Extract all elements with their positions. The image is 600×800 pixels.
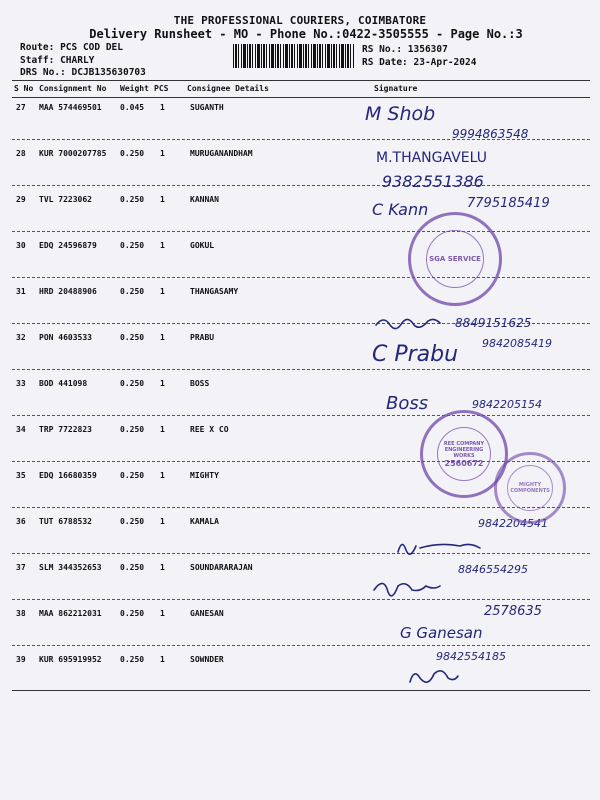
cell-pcs: 1 (160, 563, 165, 572)
cell-consignment: EDQ 16680359 (39, 471, 97, 480)
col-sno: S No (14, 84, 34, 93)
cell-weight: 0.250 (120, 241, 145, 250)
cell-pcs: 1 (160, 655, 165, 664)
stamp-mighty (494, 452, 566, 524)
phone-27: 9994863548 (452, 127, 529, 141)
cell-sno: 38 (16, 609, 26, 618)
cell-consignment: SLM 344352653 (39, 563, 102, 572)
signature-33: Boss (386, 393, 429, 414)
signature-28: M.THANGAVELU (376, 150, 487, 166)
phone-38: 2578635 (484, 604, 542, 619)
cell-pcs: 1 (160, 149, 165, 158)
runsheet-subtitle: Delivery Runsheet - MO - Phone No.:0422-3505555 - Page No.:3 (89, 27, 523, 41)
cell-pcs: 1 (160, 195, 165, 204)
stamp-ree-outer: REE COMPANY ENGINEERING WORKS (443, 440, 485, 459)
col-signature: Signature (374, 84, 418, 93)
scribble-39 (410, 671, 458, 682)
cell-consignee: PRABU (190, 333, 215, 342)
cell-sno: 31 (16, 287, 26, 296)
col-weight: Weight (120, 84, 149, 93)
cell-weight: 0.250 (120, 471, 145, 480)
cell-weight: 0.250 (120, 425, 145, 434)
stamp-ree-inner: 2560672 (444, 458, 484, 468)
cell-weight: 0.250 (120, 195, 145, 204)
cell-consignee: THANGASAMY (190, 287, 239, 296)
phone-31: 8849151625 (455, 316, 532, 330)
phone-37: 8846554295 (458, 563, 528, 576)
route-label: Route: (20, 42, 55, 53)
cell-pcs: 1 (160, 379, 165, 388)
cell-consignee: SOUNDARARAJAN (190, 563, 253, 572)
signature-38: G Ganesan (400, 624, 483, 642)
cell-sno: 37 (16, 563, 26, 572)
cell-pcs: 1 (160, 517, 165, 526)
cell-consignment: TRP 7722823 (39, 425, 92, 434)
cell-pcs: 1 (160, 425, 165, 434)
cell-weight: 0.250 (120, 655, 145, 664)
rs-no-value: 1356307 (407, 44, 448, 55)
cell-consignment: TVL 7223062 (39, 195, 92, 204)
cell-consignee: KAMALA (190, 517, 219, 526)
cell-consignee: KANNAN (190, 195, 219, 204)
cell-consignment: KUR 7000207785 (39, 149, 107, 158)
rs-no-label: RS No.: (362, 44, 403, 55)
cell-consignee: GOKUL (190, 241, 215, 250)
col-pcs: PCS (154, 84, 169, 93)
cell-consignment: MAA 862212031 (39, 609, 102, 618)
phone-28: 9382551386 (382, 172, 484, 191)
route-value: PCS COD DEL (60, 42, 123, 53)
signature-32: C Prabu (372, 342, 459, 367)
scribble-37 (374, 583, 440, 595)
cell-pcs: 1 (160, 103, 165, 112)
cell-weight: 0.045 (120, 103, 145, 112)
scribble-36 (398, 544, 480, 554)
cell-consignee: BOSS (190, 379, 210, 388)
cell-sno: 35 (16, 471, 26, 480)
cell-sno: 27 (16, 103, 26, 112)
cell-weight: 0.250 (120, 563, 145, 572)
rs-date-value: 23-Apr-2024 (413, 56, 477, 68)
cell-sno: 32 (16, 333, 26, 342)
cell-consignee: REE X CO (190, 425, 229, 434)
stamp-mighty-text: MIGHTY COMPONENTS (510, 482, 550, 494)
phone-39: 9842554185 (436, 650, 506, 663)
cell-consignee: SUGANTH (190, 103, 224, 112)
cell-sno: 29 (16, 195, 26, 204)
cell-consignment: BOD 441098 (39, 379, 88, 388)
phone-36: 9842204541 (478, 517, 548, 530)
cell-consignment: MAA 574469501 (39, 103, 102, 112)
cell-consignee: MIGHTY (190, 471, 219, 480)
cell-pcs: 1 (160, 471, 165, 480)
stamp-sga (408, 212, 502, 306)
cell-consignment: EDQ 24596879 (39, 241, 97, 250)
cell-pcs: 1 (160, 241, 165, 250)
cell-pcs: 1 (160, 287, 165, 296)
cell-sno: 34 (16, 425, 26, 434)
cell-weight: 0.250 (120, 149, 145, 158)
col-consignee: Consignee Details (187, 84, 269, 93)
phone-29: 7795185419 (467, 196, 550, 211)
stamp-sga-text: SGA SERVICE (429, 255, 481, 263)
cell-consignee: SOWNDER (190, 655, 224, 664)
cell-consignment: KUR 695919952 (39, 655, 102, 664)
cell-weight: 0.250 (120, 333, 145, 342)
cell-sno: 39 (16, 655, 26, 664)
cell-weight: 0.250 (120, 287, 145, 296)
cell-pcs: 1 (160, 609, 165, 618)
cell-sno: 28 (16, 149, 26, 158)
drs-label: DRS No.: (20, 67, 66, 78)
rs-date-label: RS Date: (362, 56, 408, 68)
company-title: THE PROFESSIONAL COURIERS, COIMBATORE (173, 14, 427, 27)
phone-32: 9842085419 (482, 337, 552, 350)
cell-weight: 0.250 (120, 609, 145, 618)
scribble-31 (376, 319, 440, 328)
cell-sno: 36 (16, 517, 26, 526)
signature-27: M Shob (365, 103, 436, 125)
cell-consignment: HRD 20488906 (39, 287, 97, 296)
cell-sno: 33 (16, 379, 26, 388)
phone-33: 9842205154 (472, 398, 542, 411)
cell-consignment: TUT 6788532 (39, 517, 92, 526)
cell-consignee: GANESAN (190, 609, 224, 618)
col-consignment: Consignment No (39, 84, 107, 93)
cell-consignment: PON 4603533 (39, 333, 92, 342)
cell-consignee: MURUGANANDHAM (190, 149, 253, 158)
signature-29: C Kann (372, 200, 429, 219)
drs-value: DCJB135630703 (71, 67, 146, 78)
staff-label: Staff: (20, 54, 55, 66)
cell-sno: 30 (16, 241, 26, 250)
cell-pcs: 1 (160, 333, 165, 342)
staff-value: CHARLY (60, 54, 95, 66)
cell-weight: 0.250 (120, 379, 145, 388)
cell-weight: 0.250 (120, 517, 145, 526)
